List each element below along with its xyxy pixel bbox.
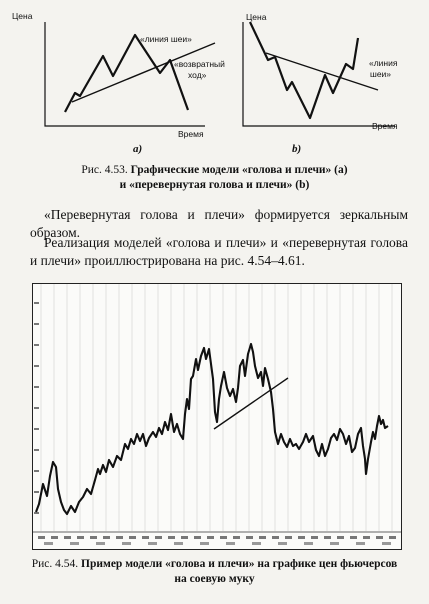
chart-tick-mark: [181, 536, 188, 539]
caption-prefix: Рис. 4.54.: [31, 558, 79, 570]
chart-tick-mark: [34, 512, 39, 514]
chart-tick-mark: [70, 542, 79, 545]
time-axis-label: Время: [372, 121, 398, 131]
caption-line1: Пример модели «голова и плечи» на графике цен фьючерсов: [81, 558, 398, 570]
chart-tick-mark: [174, 542, 183, 545]
chart-tick-mark: [382, 542, 391, 545]
chart-tick-mark: [252, 542, 261, 545]
chart-tick-mark: [207, 536, 214, 539]
soybean-meal-futures-chart: [33, 284, 401, 549]
chart-tick-mark: [246, 536, 253, 539]
chart-tick-mark: [34, 386, 39, 388]
chart-tick-mark: [34, 323, 39, 325]
chart-tick-mark: [259, 536, 266, 539]
chart-tick-mark: [220, 536, 227, 539]
chart-tick-mark: [77, 536, 84, 539]
chart-tick-mark: [155, 536, 162, 539]
inverse-head-and-shoulders-diagram: [0, 0, 429, 160]
caption-line2: и «перевернутая голова и плечи» (b): [119, 179, 310, 191]
chart-tick-mark: [376, 536, 383, 539]
chart-tick-mark: [233, 536, 240, 539]
neckline-label: «линия шеи»: [140, 34, 192, 44]
chart-tick-mark: [64, 536, 71, 539]
paragraph-1: «Перевернутая голова и плечи» формируется зеркальным образом.: [30, 207, 408, 240]
chart-tick-mark: [226, 542, 235, 545]
paragraph-2: Реализация моделей «голова и плечи» и «перевернутая голова и плечи» проиллюстрирована на рис. 4.54–4.61.: [30, 235, 408, 268]
panel-letter-a: а): [133, 143, 143, 155]
chart-tick-mark: [272, 536, 279, 539]
chart-tick-mark: [168, 536, 175, 539]
figure-4-54-chart-frame: [32, 283, 402, 550]
neckline-label-line1: «линия: [369, 58, 398, 68]
chart-tick-mark: [116, 536, 123, 539]
chart-tick-mark: [389, 536, 396, 539]
chart-tick-mark: [285, 536, 292, 539]
price-line: [36, 344, 388, 514]
chart-tick-mark: [34, 365, 39, 367]
chart-tick-mark: [311, 536, 318, 539]
caption-line1: Графические модели «голова и плечи» (a): [130, 164, 348, 176]
figure-4-54-caption: [0, 557, 429, 587]
pullback-label-line2: ход»: [188, 70, 207, 80]
chart-tick-mark: [330, 542, 339, 545]
chart-tick-mark: [194, 536, 201, 539]
chart-tick-mark: [148, 542, 157, 545]
chart-tick-mark: [356, 542, 365, 545]
pullback-label-line1: «возвратный: [174, 59, 225, 69]
panel-letter-b: b): [292, 143, 302, 155]
chart-tick-mark: [38, 536, 45, 539]
caption-line2: на соевую муку: [174, 573, 255, 585]
chart-tick-mark: [200, 542, 209, 545]
chart-tick-mark: [90, 536, 97, 539]
chart-tick-mark: [122, 542, 131, 545]
chart-tick-mark: [44, 542, 53, 545]
price-axis-label: Цена: [246, 12, 267, 22]
chart-tick-mark: [350, 536, 357, 539]
chart-tick-mark: [363, 536, 370, 539]
neckline-trendline: [214, 378, 288, 429]
time-axis-label: Время: [178, 129, 204, 139]
chart-tick-mark: [142, 536, 149, 539]
figure-4-53-caption: [0, 163, 429, 193]
chart-tick-mark: [304, 542, 313, 545]
chart-tick-mark: [337, 536, 344, 539]
chart-tick-mark: [34, 449, 39, 451]
chart-tick-mark: [34, 491, 39, 493]
chart-tick-mark: [278, 542, 287, 545]
chart-tick-mark: [298, 536, 305, 539]
chart-tick-mark: [34, 407, 39, 409]
chart-tick-mark: [34, 302, 39, 304]
chart-tick-mark: [103, 536, 110, 539]
chart-tick-mark: [96, 542, 105, 545]
chart-tick-mark: [34, 428, 39, 430]
caption-prefix: Рис. 4.53.: [81, 164, 128, 176]
chart-tick-mark: [34, 470, 39, 472]
chart-tick-mark: [129, 536, 136, 539]
price-axis-label: Цена: [12, 11, 33, 21]
chart-tick-mark: [34, 344, 39, 346]
chart-tick-mark: [324, 536, 331, 539]
chart-tick-mark: [51, 536, 58, 539]
neckline-label-line2: шеи»: [370, 69, 392, 79]
